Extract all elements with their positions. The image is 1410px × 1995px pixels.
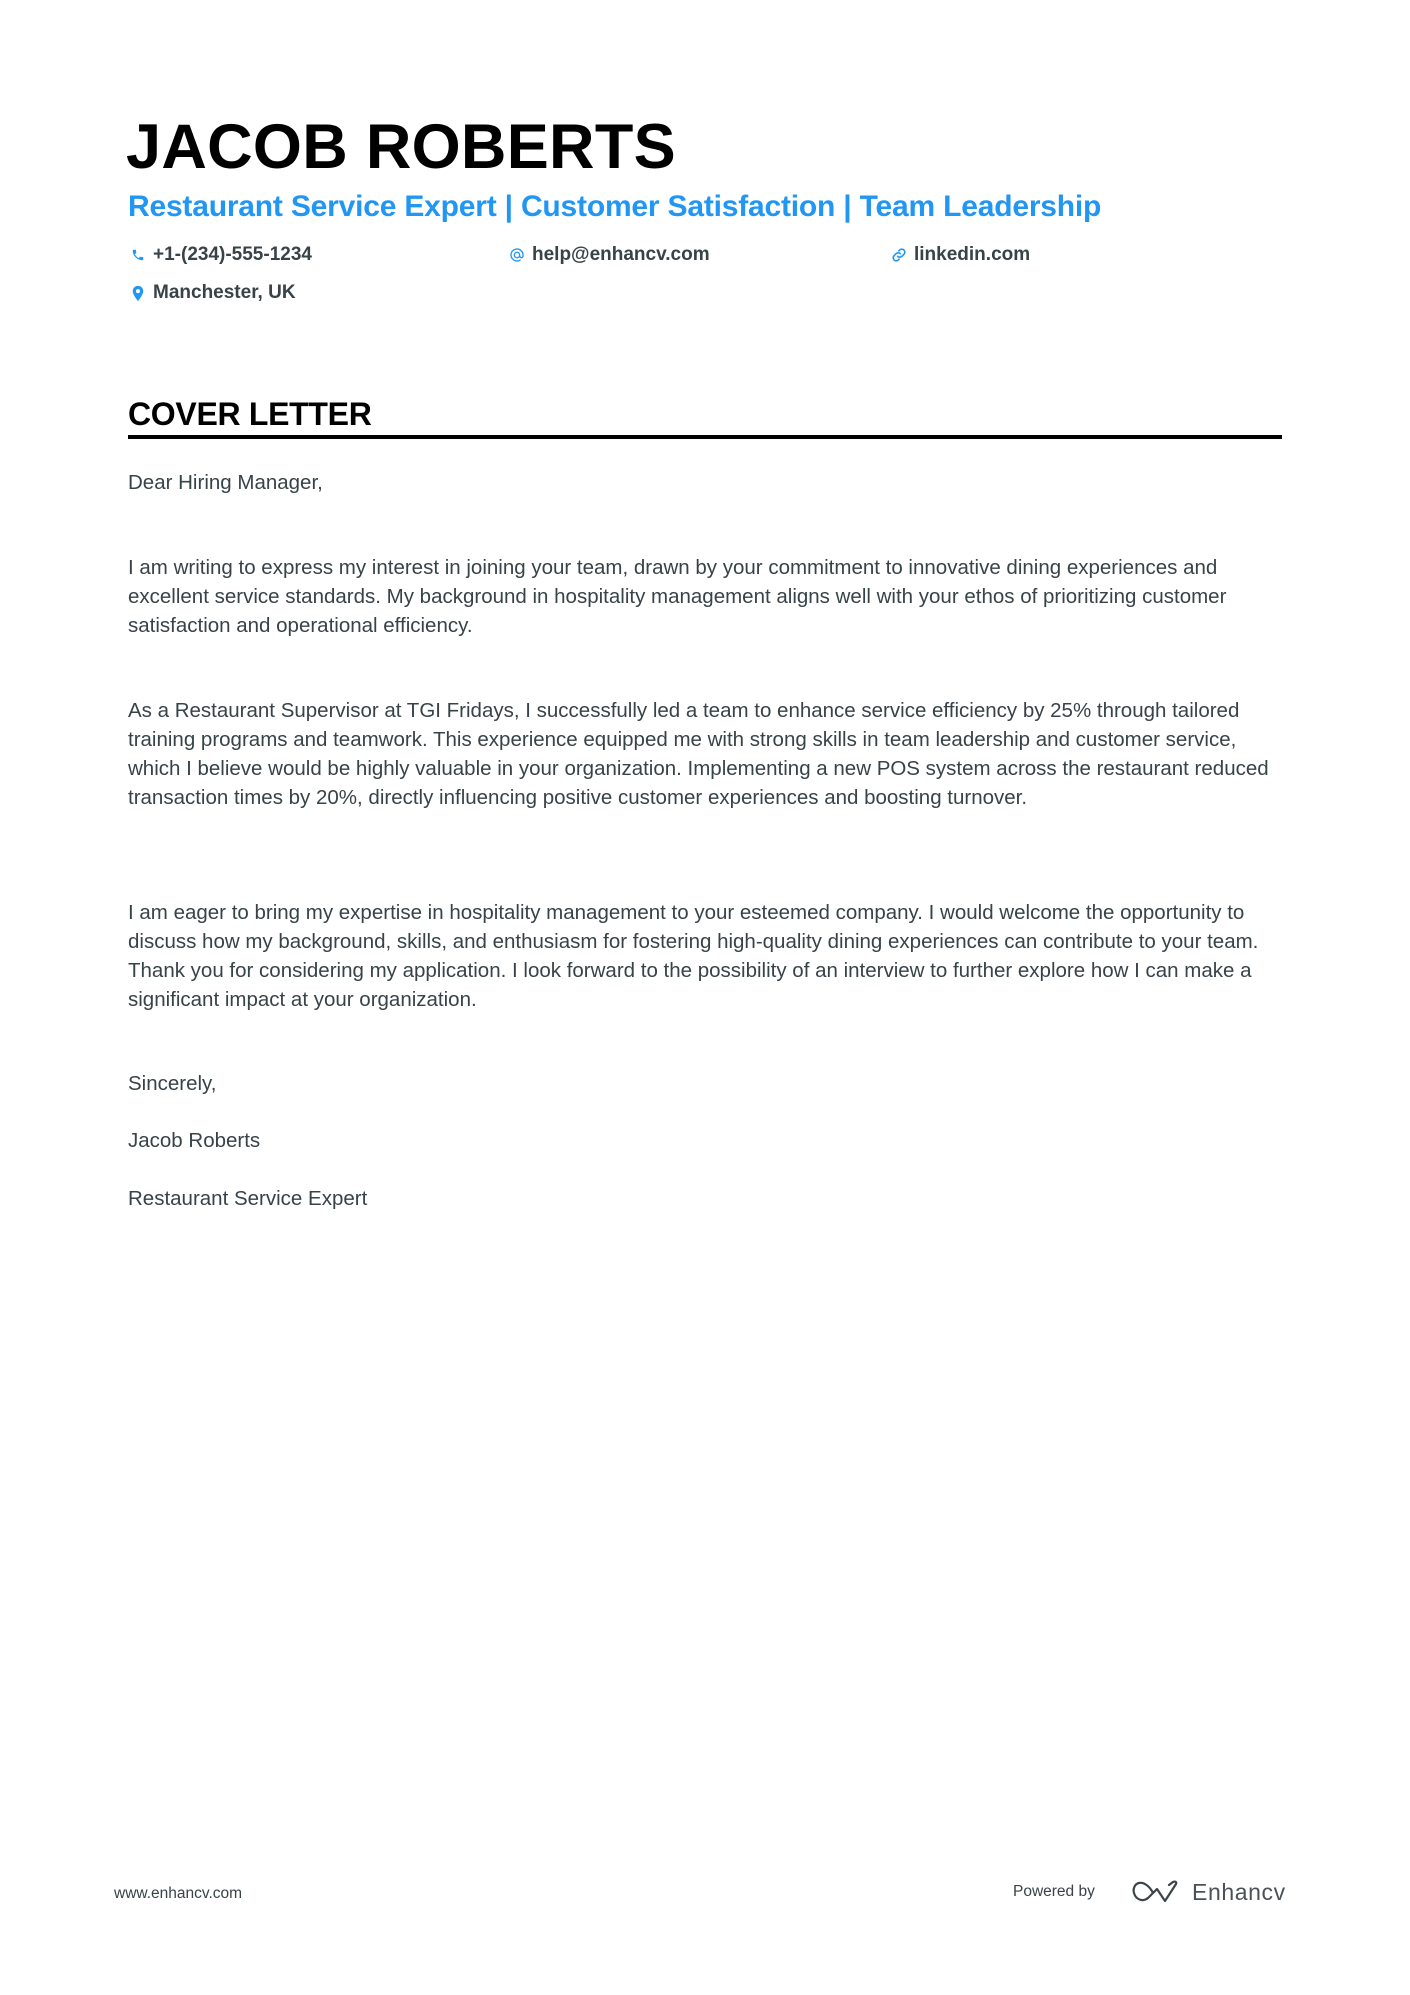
section-divider: [128, 435, 1282, 439]
contact-linkedin[interactable]: [890, 243, 1030, 267]
signature-title: Restaurant Service Expert: [128, 1187, 368, 1210]
candidate-name: JACOB ROBERTS: [126, 112, 676, 182]
contact-location: [129, 281, 296, 305]
powered-by-label: Powered by: [1013, 1883, 1095, 1900]
greeting: Dear Hiring Manager,: [128, 471, 323, 494]
closing: Sincerely,: [128, 1072, 217, 1095]
enhancv-wordmark: Enhancv: [1192, 1879, 1286, 1905]
location-pin-icon: [129, 284, 147, 302]
section-title: COVER LETTER: [128, 396, 372, 432]
link-icon: [890, 246, 908, 264]
footer-website-link[interactable]: www.enhancv.com: [114, 1885, 243, 1902]
location-text: Manchester, UK: [153, 282, 296, 303]
enhancv-logo-icon: [1131, 1879, 1181, 1905]
signature-name: Jacob Roberts: [128, 1129, 261, 1152]
paragraph: I am eager to bring my expertise in hospitality management to your esteemed company. I would welcome the opportunity to discuss how my background, skills, and enthusiasm for fostering high-quality dining experiences can contribute to your team. Thank you for considering my application. I look forward to the possibility of an interview to further explore how I can make a significant impact at your organization.: [128, 901, 1259, 1011]
phone-text: +1-(234)-555-1234: [153, 244, 312, 265]
phone-icon: [129, 246, 147, 264]
headline: Restaurant Service Expert | Customer Satisfaction | Team Leadership: [128, 190, 1102, 223]
contact-phone: [129, 243, 312, 267]
linkedin-link[interactable]: linkedin.com: [914, 244, 1031, 265]
paragraph: I am writing to express my interest in joining your team, drawn by your commitment to innovative dining experiences and excellent service standards. My background in hospitality management aligns well with your ethos of prioritizing customer satisfaction and operational efficiency.: [128, 556, 1227, 637]
email-link[interactable]: help@enhancv.com: [532, 244, 710, 265]
contact-email[interactable]: [508, 243, 710, 267]
paragraph: As a Restaurant Supervisor at TGI Fridays, I successfully led a team to enhance service efficiency by 25% through tailored training programs and teamwork. This experience equipped me with strong skills in team leadership and customer service, which I believe would be highly valuable in your organization. Implementing a new POS system across the restaurant reduced transaction times by 20%, directly influencing positive customer experiences and boosting turnover.: [128, 699, 1269, 809]
at-icon: [508, 246, 526, 264]
